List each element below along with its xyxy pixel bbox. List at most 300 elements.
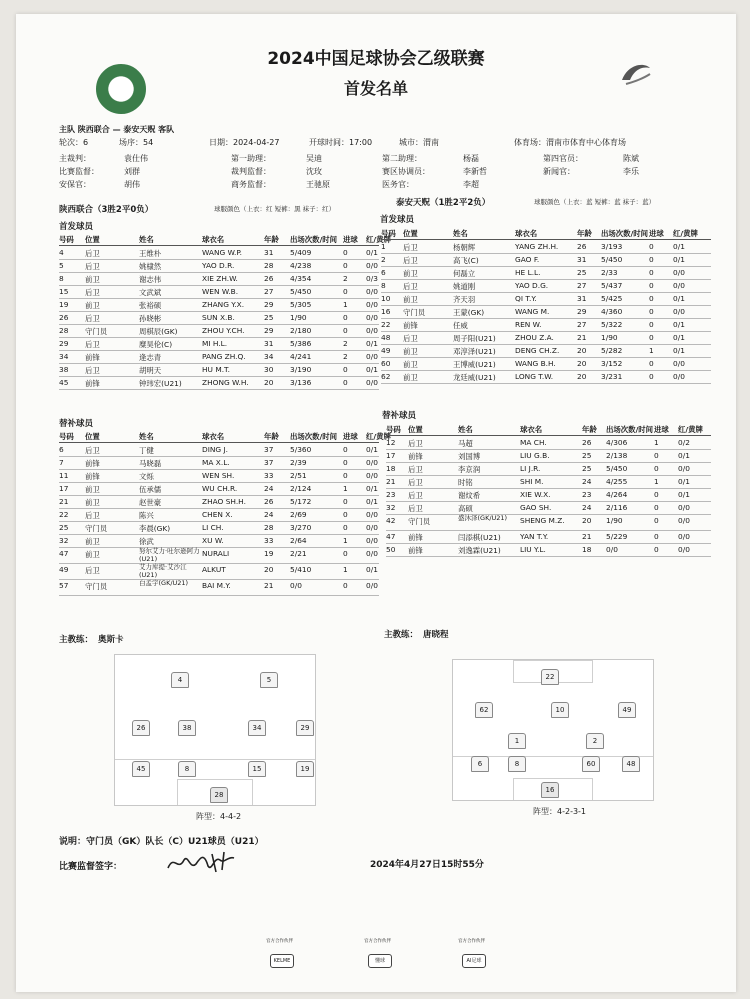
cell-8-6: 0 (343, 497, 348, 506)
cell-8-5: 5/172 (290, 497, 312, 506)
home-starter-row (59, 272, 379, 286)
page-title: 2024中国足球协会乙级联赛 (267, 49, 485, 69)
cell-8-1: 后卫 (403, 334, 418, 343)
cell-8-4: 24 (582, 503, 592, 512)
official-label: 第一助理： (231, 154, 271, 163)
cell-8-3: DENG CH.Z. (515, 346, 560, 355)
cell-8-2: 艾力库提·艾沙江(U21) (139, 563, 187, 579)
column-header: 号码 (386, 425, 401, 434)
column-header: 年龄 (264, 432, 279, 441)
cell-8-2: 高飞(C) (453, 256, 479, 265)
cell-8-6: 0 (649, 320, 654, 329)
home-sub-row (59, 534, 379, 548)
cell-8-1: 后卫 (403, 256, 418, 265)
cell-8-3: ZHANG Y.X. (202, 300, 245, 309)
cell-8-5: 3/231 (601, 372, 623, 381)
cell-8-4: 27 (577, 281, 587, 290)
cell-8-2: 糜昊伦(C) (139, 340, 173, 349)
away-starter-row (381, 331, 711, 345)
cell-8-0: 12 (386, 438, 396, 447)
cell-8-1: 后卫 (403, 243, 418, 252)
cell-8-4: 29 (264, 300, 274, 309)
cell-8-4: 24 (264, 484, 274, 493)
cell-8-7: 0/0 (366, 458, 378, 467)
cell-8-1: 前卫 (85, 550, 100, 559)
date: 日期：2024-04-27 (209, 138, 280, 147)
cell-8-6: 1 (649, 346, 654, 355)
cell-8-3: REN W. (515, 320, 542, 329)
cell-8-1: 后卫 (85, 340, 100, 349)
cell-8-0: 23 (386, 490, 396, 499)
cell-8-1: 后卫 (85, 262, 100, 271)
cell-8-6: 0 (343, 510, 348, 519)
cell-8-1: 前锋 (85, 379, 100, 388)
away-starters-label: 首发球员 (380, 215, 415, 225)
home-sub-row (59, 508, 379, 522)
jersey-icon: 19 (296, 761, 314, 777)
official-name: 沈玫 (306, 167, 322, 176)
cell-8-0: 8 (381, 281, 386, 290)
cell-8-1: 后卫 (408, 504, 423, 513)
cell-8-3: HE L.L. (515, 268, 541, 277)
cell-8-5: 4/264 (606, 490, 628, 499)
home-kit: 球服颜色（上衣：红 短裤：黑 袜子：红） (214, 205, 336, 213)
cell-8-3: ALKUT (202, 565, 226, 574)
cell-8-1: 前锋 (408, 452, 423, 461)
away-starter-row (381, 279, 711, 293)
cell-8-4: 29 (577, 307, 587, 316)
cell-8-0: 22 (381, 320, 391, 329)
cell-8-2: 刘国博 (458, 452, 481, 461)
cell-8-4: 24 (582, 477, 592, 486)
jersey-icon: 8 (508, 756, 526, 772)
cell-8-2: 丁健 (139, 446, 154, 455)
away-sub-row (386, 436, 711, 450)
away-sub-row (386, 543, 711, 557)
cell-8-0: 32 (386, 503, 396, 512)
lineup-sheet (16, 14, 736, 992)
home-sub-row (59, 482, 379, 496)
partner-logo: AI足球 (462, 954, 486, 968)
cell-8-7: 0/0 (366, 581, 378, 590)
cell-8-7: 0/0 (678, 516, 690, 525)
column-header: 年龄 (577, 229, 592, 238)
cell-8-3: ZHOU Y.CH. (202, 326, 245, 335)
cell-8-4: 37 (264, 458, 274, 467)
cell-8-2: 高硕 (458, 504, 473, 513)
cell-8-5: 4/354 (290, 274, 312, 283)
cell-8-2: 闫添棋(U21) (458, 533, 501, 542)
cell-8-1: 后卫 (408, 465, 423, 474)
cell-8-4: 27 (577, 320, 587, 329)
official-name: 胡伟 (124, 180, 140, 189)
cell-8-4: 33 (264, 536, 274, 545)
away-starter-row (381, 292, 711, 306)
cell-8-3: SHENG M.Z. (520, 516, 565, 525)
jersey-icon: 34 (248, 720, 266, 736)
cell-8-7: 0/0 (366, 471, 378, 480)
venue: 体育场：渭南市体育中心体育场 (514, 138, 626, 147)
away-starter-row (381, 253, 711, 267)
cell-8-6: 0 (649, 333, 654, 342)
cell-8-7: 0/0 (366, 523, 378, 532)
cell-8-1: 前卫 (403, 373, 418, 382)
official-name: 李新哲 (463, 167, 487, 176)
cell-8-4: 21 (577, 333, 587, 342)
cell-8-7: 0/2 (678, 438, 690, 447)
cell-8-5: 5/425 (601, 294, 623, 303)
cell-8-0: 25 (59, 523, 69, 532)
cell-8-0: 4 (59, 248, 64, 257)
cell-8-6: 0 (343, 581, 348, 590)
cell-8-7: 0/1 (366, 248, 378, 257)
column-header: 出场次数/时间 (601, 229, 649, 238)
cell-8-6: 1 (654, 477, 659, 486)
cell-8-5: 5/322 (601, 320, 623, 329)
cell-8-6: 0 (654, 464, 659, 473)
cell-8-1: 后卫 (408, 439, 423, 448)
jersey-icon: 6 (471, 756, 489, 772)
cell-8-3: WANG M. (515, 307, 550, 316)
partner-caption: 官方合作伙伴 (458, 939, 485, 944)
column-header: 号码 (381, 229, 396, 238)
jersey-icon: 15 (248, 761, 266, 777)
home-starter-row (59, 337, 379, 351)
official-label: 安保官： (59, 180, 91, 189)
cell-8-3: XIE ZH.W. (202, 274, 238, 283)
cell-8-5: 3/193 (601, 242, 623, 251)
cell-8-5: 5/450 (290, 287, 312, 296)
cell-8-2: 钟玮宏(U21) (139, 379, 182, 388)
jersey-icon: 10 (551, 702, 569, 718)
cell-8-5: 5/437 (601, 281, 623, 290)
home-subs-label: 替补球员 (59, 419, 94, 429)
cell-8-5: 2/21 (290, 549, 307, 558)
home-starter-row (59, 324, 379, 338)
cell-8-3: BAI M.Y. (202, 581, 231, 590)
cell-8-5: 1/90 (606, 516, 623, 525)
cell-8-5: 3/190 (290, 365, 312, 374)
cell-8-7: 0/0 (366, 313, 378, 322)
cell-8-0: 22 (59, 510, 69, 519)
cell-8-4: 26 (264, 497, 274, 506)
cell-8-3: YANG ZH.H. (515, 242, 559, 251)
cell-8-7: 0/0 (673, 359, 685, 368)
cell-8-2: 时铭 (458, 478, 473, 487)
cell-8-3: LONG T.W. (515, 372, 554, 381)
cell-8-7: 0/1 (673, 333, 685, 342)
cell-8-2: 姚棣然 (139, 262, 162, 271)
official-name: 李超 (463, 180, 479, 189)
cell-8-6: 2 (343, 274, 348, 283)
away-starter-row (381, 344, 711, 358)
cell-8-2: 刘逸霖(U21) (458, 546, 501, 555)
cell-8-4: 25 (582, 451, 592, 460)
away-sub-row (386, 501, 711, 515)
cell-8-3: SUN X.B. (202, 313, 235, 322)
home-starter-row (59, 298, 379, 312)
official-name: 刘群 (124, 167, 140, 176)
cell-8-6: 0 (343, 378, 348, 387)
cell-8-5: 5/410 (290, 565, 312, 574)
cell-8-3: LI J.R. (520, 464, 541, 473)
jersey-icon: 49 (618, 702, 636, 718)
cell-8-4: 20 (264, 378, 274, 387)
cell-8-1: 后卫 (403, 282, 418, 291)
cell-8-6: 0 (343, 471, 348, 480)
cell-8-0: 8 (59, 274, 64, 283)
page-subtitle: 首发名单 (343, 79, 408, 98)
cell-8-6: 0 (654, 503, 659, 512)
cell-8-3: PANG ZH.Q. (202, 352, 246, 361)
cell-8-0: 28 (59, 326, 69, 335)
cell-8-3: ZHAO SH.H. (202, 497, 246, 506)
away-subs-label: 替补球员 (382, 411, 417, 421)
cell-8-7: 0/1 (678, 490, 690, 499)
away-sub-row (386, 514, 711, 531)
cell-8-1: 前锋 (85, 472, 100, 481)
cell-8-7: 0/1 (366, 445, 378, 454)
cell-8-4: 25 (582, 464, 592, 473)
cell-8-1: 后卫 (85, 314, 100, 323)
cell-8-0: 21 (386, 477, 396, 486)
signature-image (164, 846, 244, 876)
cell-8-1: 前锋 (85, 459, 100, 468)
cell-8-5: 3/270 (290, 523, 312, 532)
cell-8-7: 0/0 (366, 326, 378, 335)
cell-8-7: 0/0 (366, 300, 378, 309)
cell-8-2: 孙晓彬 (139, 314, 162, 323)
cell-8-0: 47 (59, 549, 69, 558)
cell-8-5: 1/90 (601, 333, 618, 342)
cell-8-3: ZHONG W.H. (202, 378, 249, 387)
cell-8-1: 前卫 (85, 498, 100, 507)
cell-8-6: 1 (654, 438, 659, 447)
cell-8-2: 徐武 (139, 537, 154, 546)
cell-8-6: 0 (649, 281, 654, 290)
away-team-name: 泰安天贶（1胜2平2负） (396, 198, 491, 208)
cell-8-5: 5/450 (606, 464, 628, 473)
cell-8-3: WU CH.R. (202, 484, 238, 493)
cell-8-0: 50 (386, 545, 396, 554)
cell-8-0: 34 (59, 352, 69, 361)
official-label: 赛区协调员： (382, 167, 430, 176)
away-starter-row (381, 318, 711, 332)
jersey-icon: 26 (132, 720, 150, 736)
away-sub-row (386, 475, 711, 489)
cell-8-7: 0/0 (678, 464, 690, 473)
cell-8-6: 0 (343, 261, 348, 270)
cell-8-4: 20 (582, 516, 592, 525)
cell-8-2: 谢炆希 (458, 491, 481, 500)
cell-8-2: 周子阳(U21) (453, 334, 496, 343)
cell-8-5: 5/360 (290, 445, 312, 454)
teams-line: 主队 陕西联合 — 泰安天贶 客队 (59, 125, 175, 134)
home-team-name: 陕西联合（3胜2平0负） (59, 205, 154, 215)
cell-8-5: 4/360 (601, 307, 623, 316)
cell-8-0: 19 (59, 300, 69, 309)
away-coach: 唐晓程 (423, 630, 449, 640)
official-name: 王驰原 (306, 180, 330, 189)
cell-8-0: 2 (381, 255, 386, 264)
cell-8-3: LI CH. (202, 523, 224, 532)
cell-8-7: 0/1 (366, 484, 378, 493)
cell-8-7: 0/0 (366, 378, 378, 387)
cell-8-5: 4/238 (290, 261, 312, 270)
cell-8-0: 47 (386, 532, 396, 541)
jersey-icon: 8 (178, 761, 196, 777)
cell-8-7: 0/1 (673, 242, 685, 251)
cell-8-2: 胡明天 (139, 366, 162, 375)
cell-8-4: 31 (264, 339, 274, 348)
cell-8-1: 前卫 (85, 275, 100, 284)
column-header: 出场次数/时间 (290, 235, 338, 244)
cell-8-5: 2/33 (601, 268, 618, 277)
cell-8-1: 前锋 (408, 533, 423, 542)
cell-8-6: 0 (649, 307, 654, 316)
column-header: 姓名 (453, 229, 468, 238)
cell-8-4: 19 (264, 549, 274, 558)
column-header: 进球 (649, 229, 664, 238)
cell-8-6: 0 (654, 490, 659, 499)
partner-logo: KELME (270, 954, 294, 968)
cell-8-5: 2/64 (290, 536, 307, 545)
home-sub-row (59, 469, 379, 483)
home-starter-row (59, 376, 379, 390)
official-label: 第二助理： (382, 154, 422, 163)
cell-8-4: 30 (264, 365, 274, 374)
cell-8-3: DING J. (202, 445, 229, 454)
cell-8-2: 文武斌 (139, 288, 162, 297)
home-formation-label: 阵型：4-4-2 (196, 812, 242, 821)
cell-8-1: 前卫 (85, 537, 100, 546)
cell-8-5: 5/450 (601, 255, 623, 264)
cell-8-0: 17 (59, 484, 69, 493)
cell-8-2: 赵世豪 (139, 498, 162, 507)
home-starter-row (59, 246, 379, 260)
cell-8-5: 2/39 (290, 458, 307, 467)
cell-8-3: YAN T.Y. (520, 532, 549, 541)
away-kit: 球服颜色（上衣：蓝 短裤：蓝 袜子：蓝） (534, 198, 656, 206)
cell-8-7: 0/0 (673, 268, 685, 277)
kickoff: 开球时间：17:00 (309, 138, 373, 147)
cell-8-0: 32 (59, 536, 69, 545)
cell-8-0: 49 (59, 565, 69, 574)
cell-8-2: 李京润 (458, 465, 481, 474)
round: 轮次：6 (59, 138, 89, 147)
column-header: 号码 (59, 432, 74, 441)
cell-8-2: 周棋辰(GK) (139, 327, 178, 336)
cell-8-5: 0/0 (290, 581, 302, 590)
partner-caption: 官方合作伙伴 (266, 939, 293, 944)
away-sub-row (386, 462, 711, 476)
cell-8-3: ZHOU Z.A. (515, 333, 554, 342)
cell-8-5: 2/69 (290, 510, 307, 519)
cell-8-7: 0/1 (673, 255, 685, 264)
official-label: 第四官员： (543, 154, 583, 163)
cell-8-0: 38 (59, 365, 69, 374)
cell-8-2: 王博威(U21) (453, 360, 496, 369)
jersey-icon: 62 (475, 702, 493, 718)
cell-8-4: 21 (264, 581, 274, 590)
cell-8-6: 0 (649, 255, 654, 264)
cell-8-3: XIE W.X. (520, 490, 551, 499)
cell-8-3: HU M.T. (202, 365, 231, 374)
cell-8-4: 33 (264, 471, 274, 480)
cell-8-2: 马超 (458, 439, 473, 448)
cell-8-4: 29 (264, 326, 274, 335)
cell-8-4: 26 (582, 438, 592, 447)
cell-8-4: 28 (264, 523, 274, 532)
cell-8-4: 25 (577, 268, 587, 277)
cell-8-5: 5/409 (290, 248, 312, 257)
cell-8-7: 0/1 (678, 451, 690, 460)
official-label: 裁判监督： (231, 167, 271, 176)
cell-8-6: 0 (343, 549, 348, 558)
cell-8-4: 27 (264, 287, 274, 296)
cell-8-5: 0/0 (606, 545, 618, 554)
cell-8-7: 0/0 (366, 261, 378, 270)
column-header: 球衣名 (202, 432, 225, 441)
cell-8-7: 0/1 (678, 477, 690, 486)
cell-8-4: 21 (582, 532, 592, 541)
cell-8-1: 后卫 (85, 288, 100, 297)
cell-8-6: 2 (343, 339, 348, 348)
column-header: 出场次数/时间 (290, 432, 338, 441)
cell-8-2: 李晨(GK) (139, 524, 171, 533)
official-name: 袁仕伟 (124, 154, 148, 163)
cell-8-2: 张裕硕 (139, 301, 162, 310)
cell-8-7: 0/1 (366, 565, 378, 574)
jersey-icon: 28 (210, 787, 228, 803)
cell-8-2: 白孟宇(GK/U21) (139, 579, 189, 587)
jersey-icon: 22 (541, 669, 559, 685)
cell-8-2: 谢志伟 (139, 275, 162, 284)
official-name: 吴迪 (306, 154, 322, 163)
cell-8-1: 守门员 (85, 327, 108, 336)
cell-8-1: 守门员 (408, 517, 431, 526)
home-starter-row (59, 285, 379, 299)
column-header: 红/黄牌 (366, 432, 391, 441)
column-header: 进球 (654, 425, 669, 434)
cell-8-5: 3/136 (290, 378, 312, 387)
cell-8-6: 0 (649, 359, 654, 368)
cell-8-3: GAO F. (515, 255, 540, 264)
cell-8-0: 6 (381, 268, 386, 277)
cell-8-1: 后卫 (408, 491, 423, 500)
cell-8-1: 后卫 (85, 446, 100, 455)
cell-8-0: 49 (381, 346, 391, 355)
column-header: 位置 (408, 425, 423, 434)
cell-8-5: 2/51 (290, 471, 307, 480)
home-sub-row (59, 495, 379, 509)
home-sub-row (59, 456, 379, 470)
cell-8-6: 0 (343, 313, 348, 322)
sign-label: 比赛监督签字： (59, 862, 123, 872)
cell-8-6: 0 (654, 545, 659, 554)
cell-8-6: 0 (649, 372, 654, 381)
cell-8-0: 5 (59, 261, 64, 270)
cell-8-6: 0 (649, 268, 654, 277)
cell-8-7: 0/1 (366, 497, 378, 506)
cell-8-1: 前锋 (85, 353, 100, 362)
cell-8-5: 5/305 (290, 300, 312, 309)
column-header: 位置 (85, 235, 100, 244)
cell-8-0: 60 (381, 359, 391, 368)
cell-8-7: 0/0 (366, 352, 378, 361)
home-starter-row (59, 311, 379, 325)
timestamp: 2024年4月27日15时55分 (370, 860, 484, 870)
